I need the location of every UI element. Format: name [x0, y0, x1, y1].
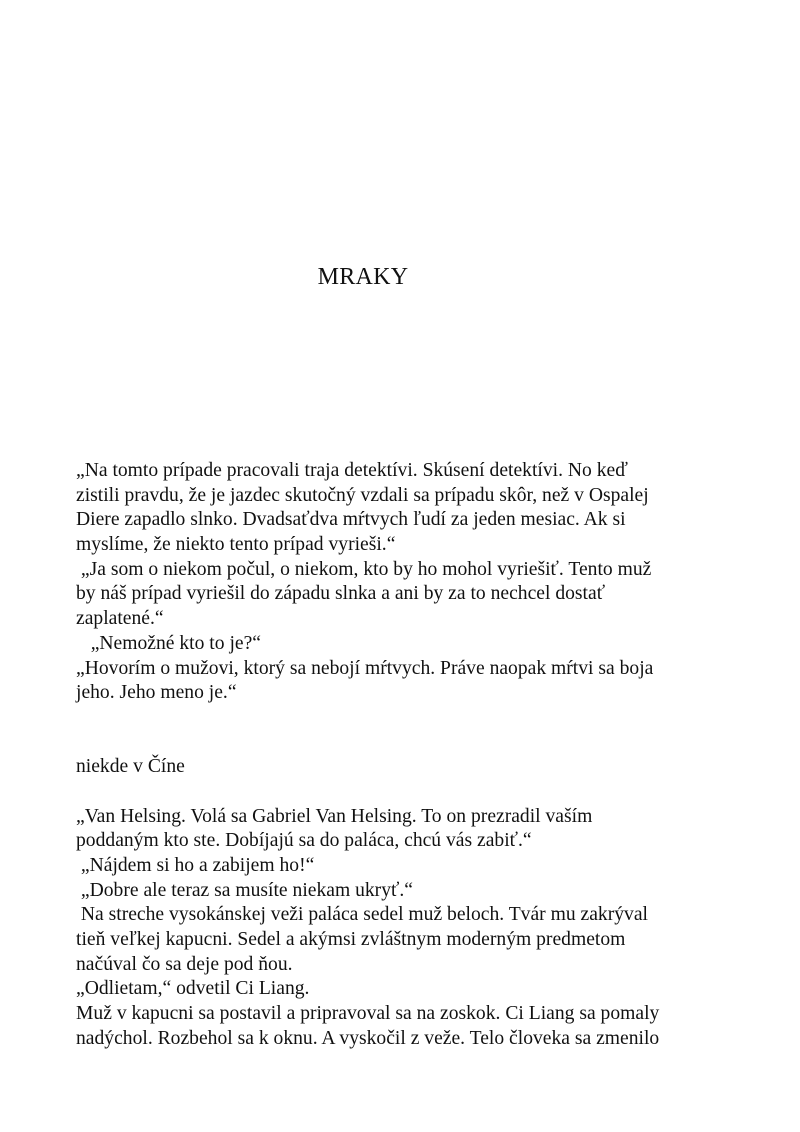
text-line: nadýchol. Rozbehol sa k oknu. A vyskočil z veže. Telo človeka sa zmenilo — [76, 1027, 660, 1049]
text-line: zistili pravdu, že je jazdec skutočný vzdali sa prípadu skôr, než v Ospalej — [76, 484, 649, 506]
text-line: „Odlietam,“ odvetil Ci Liang. — [76, 978, 310, 1000]
text-line: Na streche vysokánskej veži paláca sedel muž beloch. Tvár mu zakrýval — [76, 904, 648, 926]
document-body — [76, 459, 726, 1052]
text-line: „Nájdem si ho a zabijem ho!“ — [76, 855, 315, 876]
scene-heading: niekde v Číne — [76, 756, 185, 778]
text-line: „Ja som o niekom počul, o niekom, kto by ho mohol vyriešiť. Tento muž — [76, 558, 652, 580]
text-line: by náš prípad vyriešil do západu slnka a ani by za to nechcel dostať — [76, 583, 606, 605]
text-line: zaplatené.“ — [76, 608, 164, 630]
text-line: jeho. Jeho meno je.“ — [76, 682, 237, 704]
text-line: „Dobre ale teraz sa musíte niekam ukryť.“ — [76, 879, 413, 901]
text-line: načúval čo sa deje pod ňou. — [76, 953, 293, 975]
text-line: „Hovorím o mužovi, ktorý sa nebojí mŕtvych. Práve naopak mŕtvi sa boja — [76, 657, 654, 679]
blank-line — [76, 731, 726, 756]
text-line: Diere zapadlo slnko. Dvadsaťdva mŕtvych ľudí za jeden mesiac. Ak si — [76, 509, 626, 531]
blank-line — [76, 706, 726, 731]
text-line: poddaným kto ste. Dobíjajú sa do paláca, chcú vás zabiť.“ — [76, 830, 532, 852]
blank-line — [76, 780, 726, 805]
text-line: tieň veľkej kapucni. Sedel a akýmsi zvláštnym moderným predmetom — [76, 929, 626, 951]
text-line: myslíme, že niekto tento prípad vyrieši.“ — [76, 534, 396, 556]
text-line: „Nemožné kto to je?“ — [76, 632, 261, 654]
text-line: „Van Helsing. Volá sa Gabriel Van Helsing. To on prezradil vaším — [76, 805, 593, 827]
text-line: „Na tomto prípade pracovali traja detektívi. Skúsení detektívi. No keď — [76, 460, 628, 481]
text-line: Muž v kapucni sa postavil a pripravoval sa na zoskok. Ci Liang sa pomaly — [76, 1003, 660, 1025]
document-title: MRAKY — [317, 264, 409, 290]
